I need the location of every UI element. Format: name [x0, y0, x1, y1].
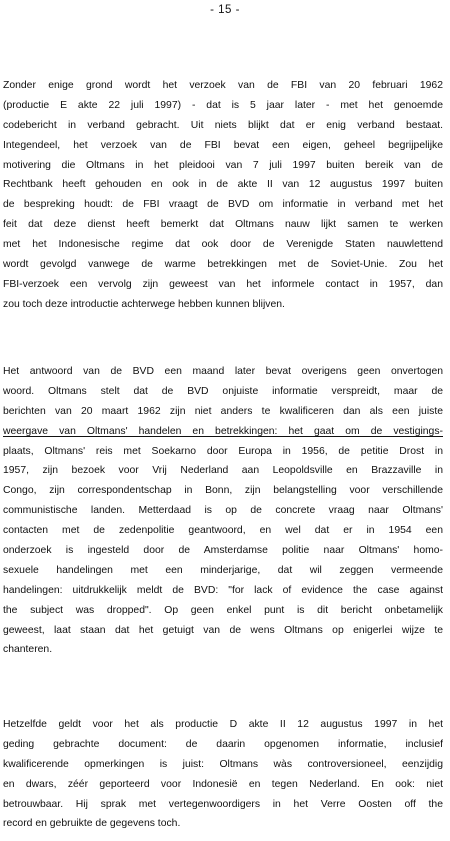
- text-line: Integendeel, het verzoek van de FBI bevat een eigen, geheel begrijpelijke: [3, 139, 443, 151]
- text-line: Hetzelfde geldt voor het als productie D akte II 12 augustus 1997 in het: [3, 719, 443, 730]
- text-line: (productie E akte 22 juli 1997) - dat is 5 jaar later - met het genoemde: [3, 99, 443, 111]
- text-line: Congo, zijn correspondentschap in Bonn, zijn belangstelling voor verschillende: [3, 485, 443, 497]
- text-line: motivering die Oltmans in het pleidooi van 7 juli 1997 buiten bereik van de: [3, 159, 443, 171]
- text-line: the subject was dropped". Op geen enkel punt is dit bericht onbetamelijk: [3, 604, 443, 616]
- text-line: handelingen: uitdrukkelijk meldt de BVD: "for lack of evidence the case against: [3, 584, 443, 596]
- paragraph-fbi-request: [3, 76, 443, 315]
- text-line: communistische landen. Metterdaad is op de concrete vraag naar Oltmans': [3, 505, 443, 517]
- text-line: sexuele handelingen met een minderjarige, dat wil zeggen vermeende: [3, 564, 443, 576]
- text-line: FBI-verzoek een vervolg zijn geweest van het informele contact in 1957, dan: [3, 278, 443, 290]
- text-line: chanteren.: [3, 644, 53, 656]
- text-line: Rechtbank heeft gehouden en ook in de akte II van 12 augustus 1997 buiten: [3, 179, 443, 191]
- text-line: geweest, laat staan dat het getuigt van de wens Oltmans op enigerlei wijze te: [3, 624, 443, 636]
- underlined-text-line: weergave van Oltmans' handelen en betrekkingen: het gaat om de vestigings-: [3, 425, 443, 437]
- text-line: contacten met de zedenpolitie geantwoord, en wel dat er in 1954 een: [3, 525, 443, 537]
- text-line: woord. Oltmans stelt dat de BVD onjuiste informatie verspreidt, maar de: [3, 385, 443, 397]
- text-line: record en gebruikte de gegevens toch.: [3, 818, 181, 830]
- text-line: feit dat deze dienst heeft bemerkt dat Oltmans nauw lijkt samen te werken: [3, 219, 443, 231]
- text-line: codebericht in verband gebracht. Uit niets blijkt dat er enig verband bestaat.: [3, 119, 443, 131]
- text-line: met het Indonesische regime dat ook door de Verenigde Staten nauwlettend: [3, 239, 443, 251]
- text-line: geding gebrachte document: de daarin opgenomen informatie, inclusief: [3, 738, 443, 750]
- text-line: kwalificerende opmerkingen is juist: Oltmans wàs controversioneel, eenzijdig: [3, 758, 443, 770]
- paragraph-production-d: [3, 715, 443, 834]
- text-line: en dwars, zéér geporteerd voor Indonesië en tegen Nederland. En ook: niet: [3, 778, 443, 790]
- page-number: - 15 -: [210, 4, 240, 16]
- text-line: Zonder enige grond wordt het verzoek van de FBI van 20 februari 1962: [3, 80, 443, 91]
- text-line: zou toch deze introductie achterwege hebben kunnen blijven.: [3, 298, 285, 310]
- paragraph-bvd-answer: [3, 362, 443, 660]
- text-line: plaats, Oltmans' reis met Soekarno door Europa in 1956, de petitie Drost in: [3, 445, 443, 457]
- text-line: onderzoek is ingesteld door de Amsterdamse politie naar Oltmans' homo-: [3, 545, 443, 557]
- text-line: de bespreking houdt: de FBI vraagt de BVD om informatie in verband met het: [3, 199, 443, 211]
- text-line: berichten van 20 maart 1962 zijn niet anders te kwalificeren dan als een juiste: [3, 405, 443, 417]
- text-line: 1957, zijn bezoek voor Vrij Nederland aan Leopoldsville en Brazzaville in: [3, 465, 443, 477]
- text-line: Het antwoord van de BVD een maand later bevat overigens geen onvertogen: [3, 366, 443, 377]
- text-line: wordt gevolgd vanwege de warme betrekkingen met de Soviet-Unie. Zou het: [3, 259, 443, 271]
- text-line: betrouwbaar. Hij sprak met vertegenwoordigers in het Verre Oosten off the: [3, 798, 443, 810]
